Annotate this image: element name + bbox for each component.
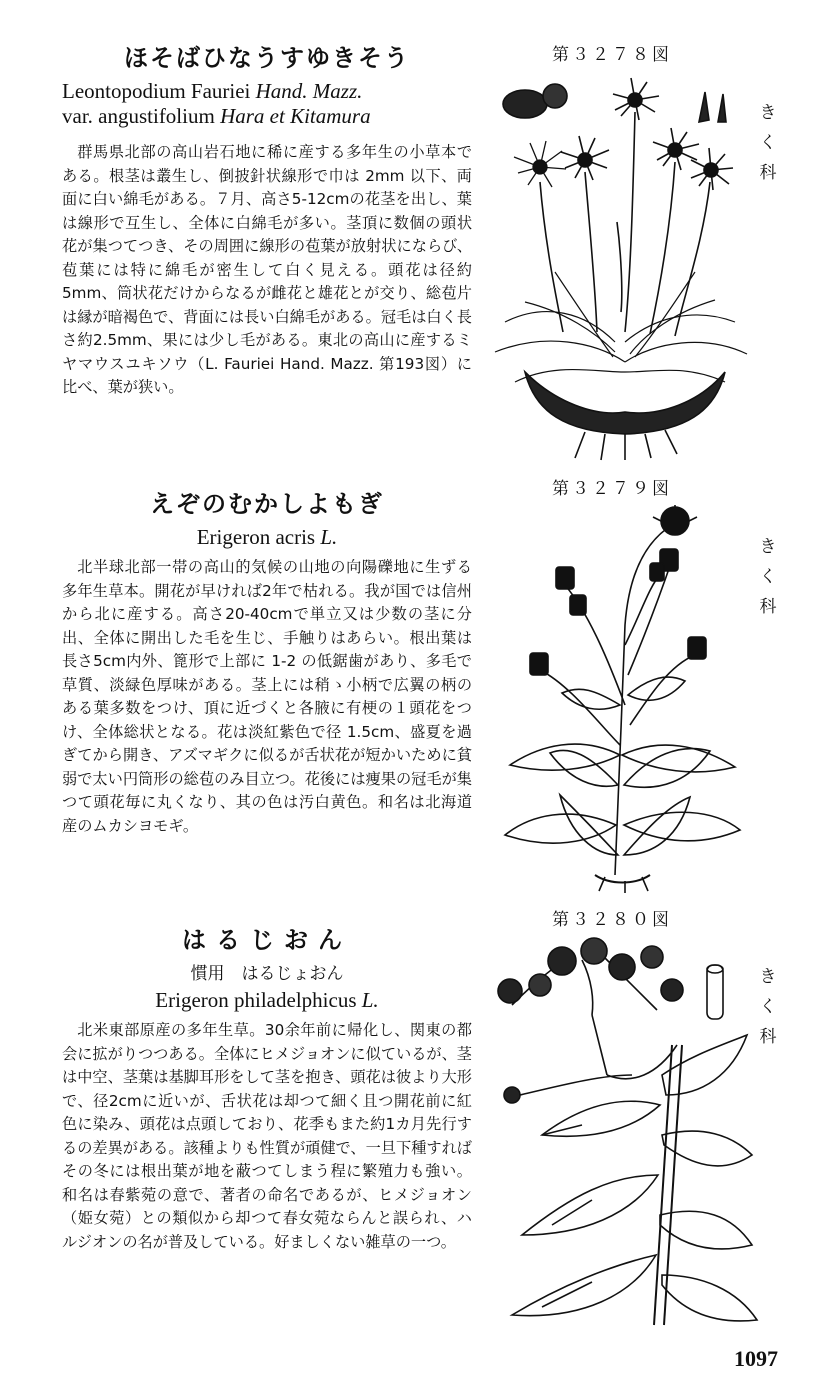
figure-label: 第３２８０図 [552,910,672,930]
plant-illustration-erigeron-acris [500,505,750,893]
entry-description: 北半球北部一帯の高山的気候の山地の向陽礫地に生ずる多年生草本。開花が早ければ2年で枯れる。我が国では信州から北に産する。高さ20-40cmで単立又は少数の茎に分出、全体に開出した毛を生じ、手触りはあらい。根出葉は長さ5cm内外、篦形で上部に 1-2 の低鋸歯があり、多毛で草質、淡緑色厚味がある。茎上には稍ゝ小柄で広翼の柄のある葉多数をつけ、頂に近づくと各腋に有梗の１頭花をつけ、全体総状となる。花は淡紅紫色で径 1.5cm、盛夏を過ぎてから開き、アズマギクに似るが舌状花が短かいために貧弱で太い円筒形の総苞のみ目立つ。花後には痩果の冠毛が集つて頭花毎に丸くなり、其の色は汚白黄色。和名は北海道産のムカシヨモギ。 [62,558,472,835]
figure-label: 第３２７８図 [552,45,672,65]
entry-title: はるじおん [182,926,352,954]
entry-title: えぞのむかしよもぎ [150,490,384,518]
family-label: きく科 [759,967,777,1047]
scientific-name: Erigeron acris L. [196,525,338,549]
family-label: きく科 [759,103,777,183]
scientific-name-variety: var. angustifolium Hara et Kitamura [62,104,371,128]
entry-description: 群馬県北部の高山岩石地に稀に産する多年生の小草本である。根茎は叢生し、倒披針状線形で巾は 2mm 以下、両面に白い綿毛がある。７月、高さ5-12cmの花茎を出し、葉は線形で互生し、全体に白綿毛が多い。茎頂に数個の頭状花が集つてつき、その周囲に線形の苞葉が放射状にならび、苞葉には特に綿毛が密生して白く見える。頭花は径約5mm、筒状花だけからなるが雌花と雄花とが交り、総苞片は縁が暗褐色で、背面には長い白綿毛がある。冠毛は白く長さ約2.5mm、果には少し毛がある。東北の高山に産するミヤマウスユキソウ（L. Fauriei Hand. Mazz. 第193図）に比べ、葉が狭い。 [62,143,472,396]
family-label: きく科 [759,537,777,617]
entry-erigeron-acris [62,484,472,838]
figure-label: 第３２７９図 [552,479,672,499]
entry-title: ほそばひなうすゆきそう [124,44,410,72]
entry-erigeron-philadelphicus [62,920,472,1254]
plant-illustration-leontopodium [485,72,755,462]
scientific-name: Leontopodium Fauriei Hand. Mazz. [62,79,363,103]
scientific-name: Erigeron philadelphicus L. [155,988,379,1012]
page-number: 1097 [734,1346,778,1371]
plant-illustration-erigeron-philadelphicus [482,935,762,1330]
entry-leontopodium [62,38,472,400]
entry-description: 北米東部原産の多年生草。30余年前に帰化し、関東の都会に拡がりつつある。全体にヒメジョオンに似ているが、茎は中空、茎葉は基脚耳形をして茎を抱き、頭花は彼より大形で、径2cmに近いが、舌状花は却つて細く且つ開花前に紅色に染み、頭花は点頭しており、花季もまた約1カ月先行するの差異がある。該種よりも性質が頑健で、一旦下種すればその冬には根出葉が地を蔽つてしまう程に繁殖力も強い。和名は春紫菀の意で、著者の命名であるが、ヒメジョオン（姫女菀）との類似から却つて春女菀ならんと誤られ、ハルジオンの名が普及している。好ましくない雑草の一つ。 [62,1021,472,1251]
common-name-alt: 慣用 はるじょおん [190,964,344,984]
